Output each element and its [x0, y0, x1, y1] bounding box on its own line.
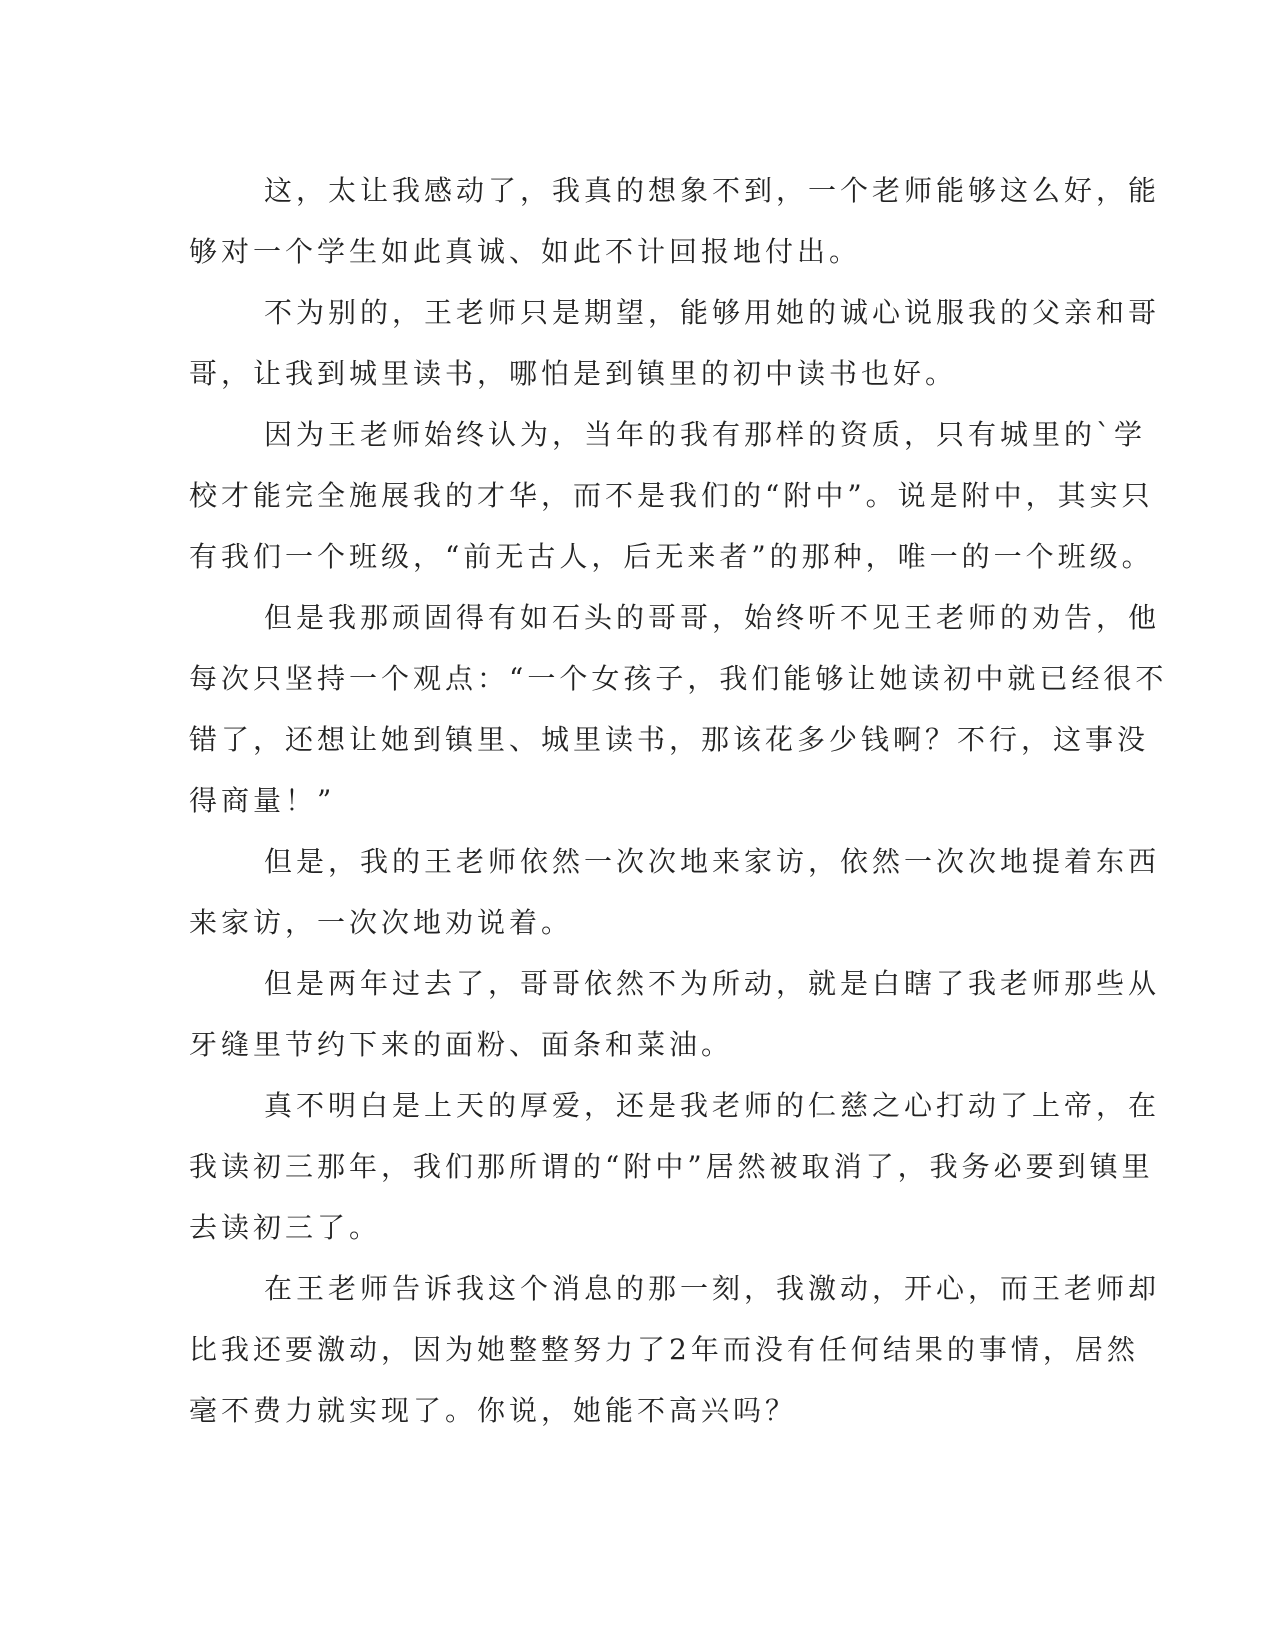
text-line: 有我们一个班级，“前无古人，后无来者”的那种，唯一的一个班级。: [189, 540, 1154, 573]
text-line: 比我还要激动，因为她整整努力了2年而没有任何结果的事情，居然: [189, 1333, 1139, 1366]
paragraph: [189, 282, 1161, 404]
text-line: 去读初三了。: [189, 1211, 382, 1244]
text-line: 够对一个学生如此真诚、如此不计回报地付出。: [189, 235, 862, 268]
paragraph: [189, 404, 1154, 587]
paragraph: [189, 1075, 1161, 1258]
paragraph: [189, 160, 1161, 282]
text-line: 毫不费力就实现了。你说，她能不高兴吗？: [189, 1394, 798, 1427]
text-line: 在王老师告诉我这个消息的那一刻，我激动，开心，而王老师却: [264, 1272, 1161, 1305]
text-line: 哥，让我到城里读书，哪怕是到镇里的初中读书也好。: [189, 357, 958, 390]
text-line: 这，太让我感动了，我真的想象不到，一个老师能够这么好，能: [264, 174, 1161, 207]
text-line: 不为别的，王老师只是期望，能够用她的诚心说服我的父亲和哥: [264, 296, 1161, 329]
text-line: 每次只坚持一个观点：“一个女孩子，我们能够让她读初中就已经很不: [189, 662, 1168, 695]
paragraph: [189, 831, 1161, 953]
paragraph: [189, 587, 1168, 831]
text-line: 校才能完全施展我的才华，而不是我们的“附中”。说是附中，其实只: [189, 479, 1154, 512]
text-line: 真不明白是上天的厚爱，还是我老师的仁慈之心打动了上帝，在: [264, 1089, 1161, 1122]
text-line: 错了，还想让她到镇里、城里读书，那该花多少钱啊？不行，这事没: [189, 723, 1150, 756]
paragraph: [189, 1258, 1161, 1441]
text-line: 牙缝里节约下来的面粉、面条和菜油。: [189, 1028, 734, 1061]
text-line: 因为王老师始终认为，当年的我有那样的资质，只有城里的`学: [264, 418, 1147, 451]
text-line: 来家访，一次次地劝说着。: [189, 906, 574, 939]
text-line: 但是我那顽固得有如石头的哥哥，始终听不见王老师的劝告，他: [264, 601, 1161, 634]
document-body: [189, 160, 1168, 1441]
text-line: 我读初三那年，我们那所谓的“附中”居然被取消了，我务必要到镇里: [189, 1150, 1154, 1183]
text-line: 但是两年过去了，哥哥依然不为所动，就是白瞎了我老师那些从: [264, 967, 1161, 1000]
text-line: 得商量！”: [189, 784, 336, 817]
paragraph: [189, 953, 1161, 1075]
text-line: 但是，我的王老师依然一次次地来家访，依然一次次地提着东西: [264, 845, 1161, 878]
